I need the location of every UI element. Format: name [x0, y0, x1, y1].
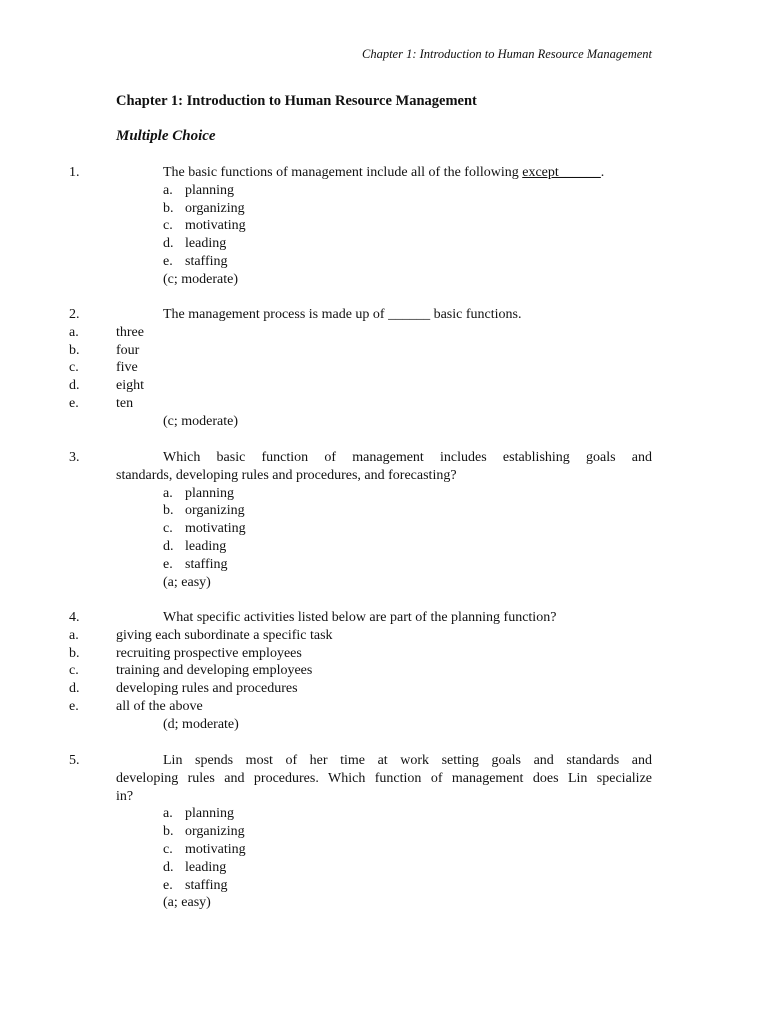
answer-key: (d; moderate) [163, 716, 239, 732]
option: a. three [69, 324, 144, 340]
option: e. staffing [163, 556, 228, 572]
question-stem-line: Lin spends most of her time at work setting goals and standards and [163, 753, 652, 768]
answer-key: (a; easy) [163, 574, 211, 590]
question-1 [0, 164, 768, 289]
question-stem-line: developing rules and procedures. Which function of management does Lin specialize [116, 770, 652, 786]
question-number: 1. [69, 165, 80, 180]
question-stem-line: Which basic function of management includes establishing goals and [163, 450, 652, 465]
option: e. all of the above [69, 698, 203, 714]
question-stem: The management process is made up of ______ basic functions. [163, 307, 522, 322]
option: b. four [69, 342, 140, 358]
question-stem-line: in? [116, 788, 134, 804]
running-header: Chapter 1: Introduction to Human Resource Management [362, 47, 652, 61]
question-4 [0, 609, 768, 734]
option: b. organizing [163, 503, 245, 519]
option: d. leading [163, 538, 227, 554]
answer-key: (c; moderate) [163, 271, 239, 287]
question-stem: What specific activities listed below are part of the planning function? [163, 610, 557, 625]
question-stem: The basic functions of management include all of the following except______. [163, 165, 605, 180]
answer-key: (c; moderate) [163, 413, 239, 429]
question-stem-line: standards, developing rules and procedures, and forecasting? [116, 467, 457, 483]
option: d. leading [163, 236, 227, 252]
question-5 [0, 752, 768, 912]
option: b. recruiting prospective employees [69, 645, 302, 661]
answer-key: (a; easy) [163, 895, 211, 911]
option: d. developing rules and procedures [69, 681, 298, 697]
option: e. staffing [163, 877, 228, 893]
question-2 [0, 306, 768, 431]
option: b. organizing [163, 200, 245, 216]
option: c. motivating [163, 841, 246, 857]
question-3 [0, 449, 768, 591]
option: a. planning [163, 182, 234, 198]
question-number: 4. [69, 610, 80, 625]
option: e. staffing [163, 253, 228, 269]
underlined-blank: except______ [522, 165, 601, 180]
option: c. motivating [163, 521, 246, 537]
option: d. eight [69, 378, 144, 394]
option: d. leading [163, 859, 227, 875]
option: c. training and developing employees [69, 663, 313, 679]
question-number: 3. [69, 450, 80, 465]
section-title: Multiple Choice [116, 128, 216, 144]
option: b. organizing [163, 824, 245, 840]
question-number: 5. [69, 753, 80, 768]
chapter-title: Chapter 1: Introduction to Human Resource Management [116, 93, 477, 109]
option: a. giving each subordinate a specific task [69, 627, 333, 643]
option: c. five [69, 360, 138, 376]
question-number: 2. [69, 307, 80, 322]
option: a. planning [163, 485, 234, 501]
option: c. motivating [163, 218, 246, 234]
option: e. ten [69, 395, 134, 411]
option: a. planning [163, 806, 234, 822]
